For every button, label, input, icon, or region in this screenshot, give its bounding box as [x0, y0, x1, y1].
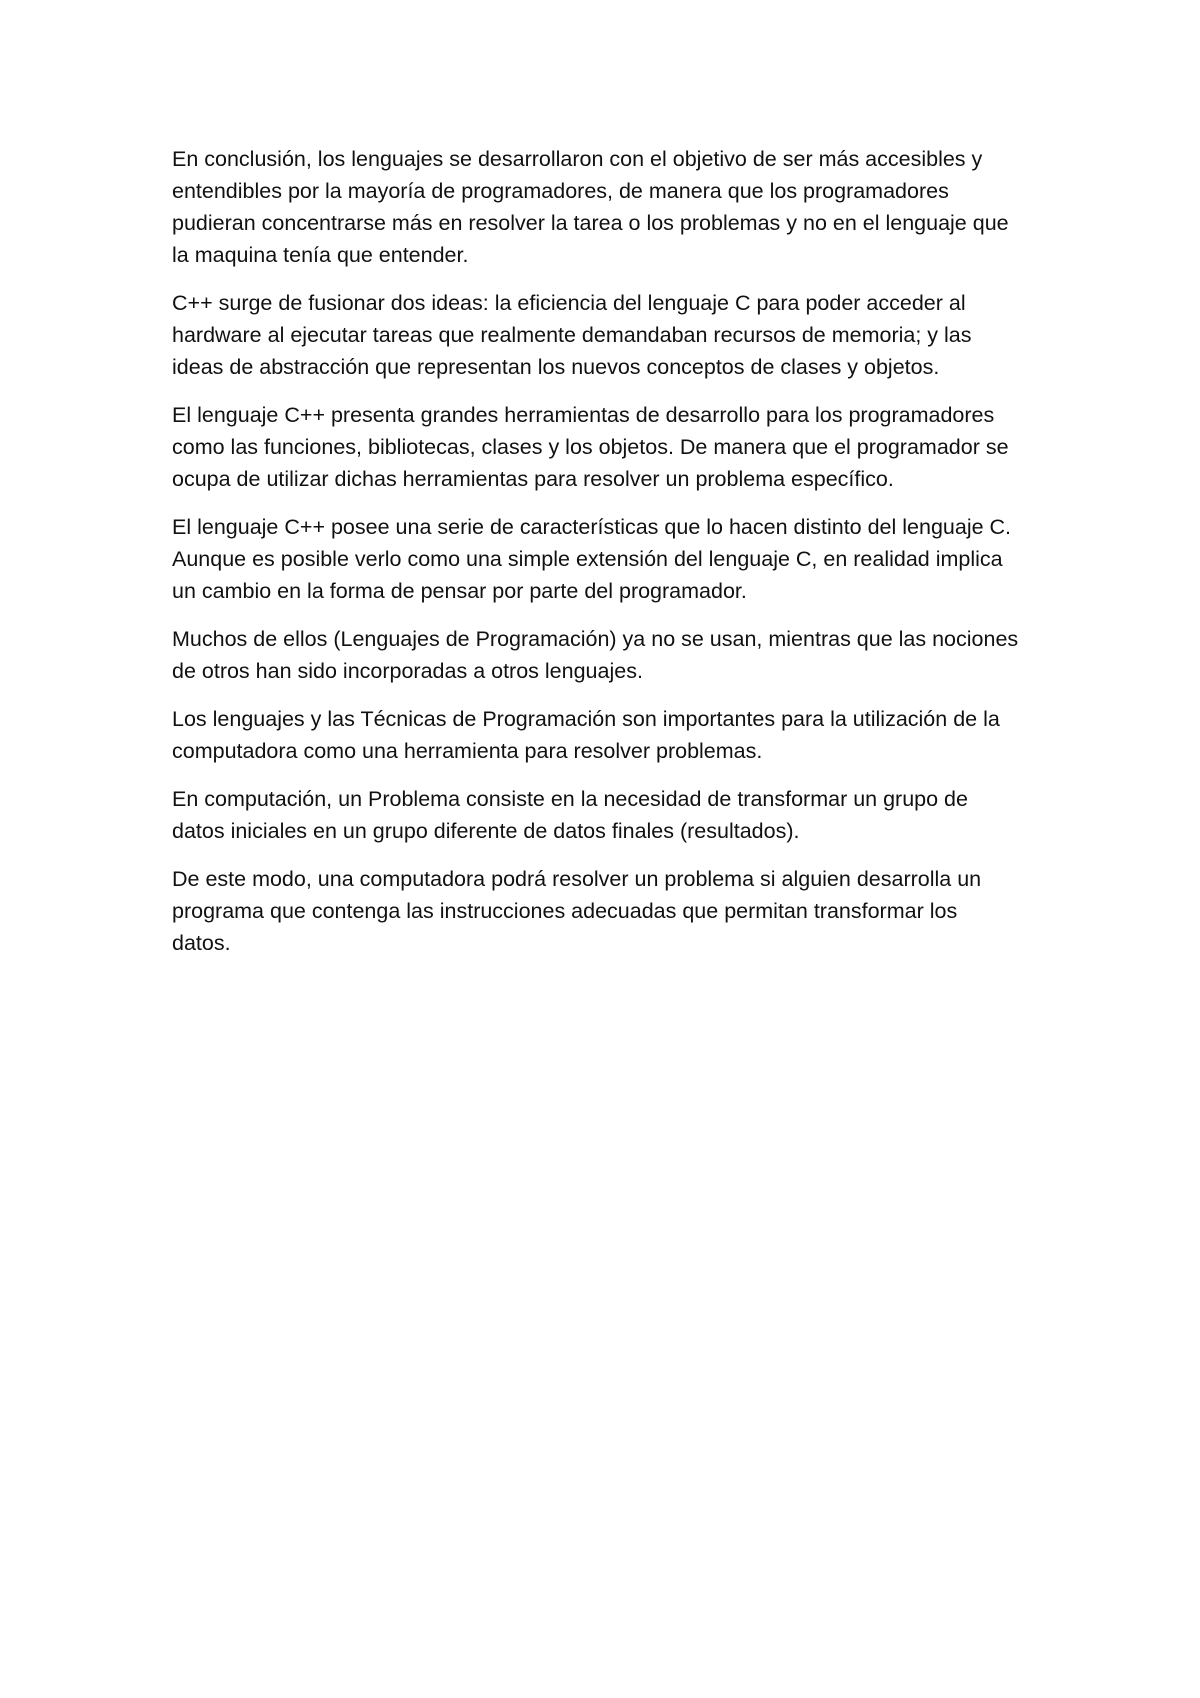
paragraph-cpp-tools [172, 399, 1042, 495]
text-line: Muchos de ellos (Lenguajes de Programación) ya no se usan, mientras que las nociones [172, 627, 1019, 651]
paragraph-program-solution [172, 863, 1042, 959]
text-line: programa que contenga las instrucciones adecuadas que permitan transformar los [172, 899, 958, 923]
text-line: ideas de abstracción que representan los nuevos conceptos de clases y objetos. [172, 355, 940, 379]
text-line: Los lenguajes y las Técnicas de Programación son importantes para la utilización de la [172, 707, 1000, 731]
text-line: En conclusión, los lenguajes se desarrollaron con el objetivo de ser más accesibles y [172, 147, 983, 171]
document-body [172, 143, 1042, 975]
text-line: computadora como una herramienta para resolver problemas. [172, 739, 763, 763]
text-line: pudieran concentrarse más en resolver la tarea o los problemas y no en el lenguaje que [172, 211, 1009, 235]
text-line: la maquina tenía que entender. [172, 243, 469, 267]
paragraph-problem-definition [172, 783, 1042, 847]
text-line: datos iniciales en un grupo diferente de datos finales (resultados). [172, 819, 800, 843]
paragraph-cpp-origin [172, 287, 1042, 383]
text-line: En computación, un Problema consiste en la necesidad de transformar un grupo de [172, 787, 968, 811]
text-line: un cambio en la forma de pensar por parte del programador. [172, 579, 747, 603]
text-line: ocupa de utilizar dichas herramientas para resolver un problema específico. [172, 467, 894, 491]
text-line: hardware al ejecutar tareas que realmente demandaban recursos de memoria; y las [172, 323, 972, 347]
paragraph-conclusion [172, 143, 1042, 271]
text-line: entendibles por la mayoría de programadores, de manera que los programadores [172, 179, 949, 203]
text-line: como las funciones, bibliotecas, clases y los objetos. De manera que el programador se [172, 435, 1009, 459]
text-line: De este modo, una computadora podrá resolver un problema si alguien desarrolla un [172, 867, 982, 891]
paragraph-techniques [172, 703, 1042, 767]
paragraph-languages-usage [172, 623, 1042, 687]
text-line: El lenguaje C++ presenta grandes herramientas de desarrollo para los programadores [172, 403, 995, 427]
text-line: de otros han sido incorporadas a otros lenguajes. [172, 659, 643, 683]
text-line: Aunque es posible verlo como una simple extensión del lenguaje C, en realidad implica [172, 547, 1003, 571]
text-line: El lenguaje C++ posee una serie de características que lo hacen distinto del lenguaje C. [172, 515, 1012, 539]
text-line: datos. [172, 931, 231, 955]
text-line: C++ surge de fusionar dos ideas: la eficiencia del lenguaje C para poder acceder al [172, 291, 966, 315]
paragraph-cpp-features [172, 511, 1042, 607]
